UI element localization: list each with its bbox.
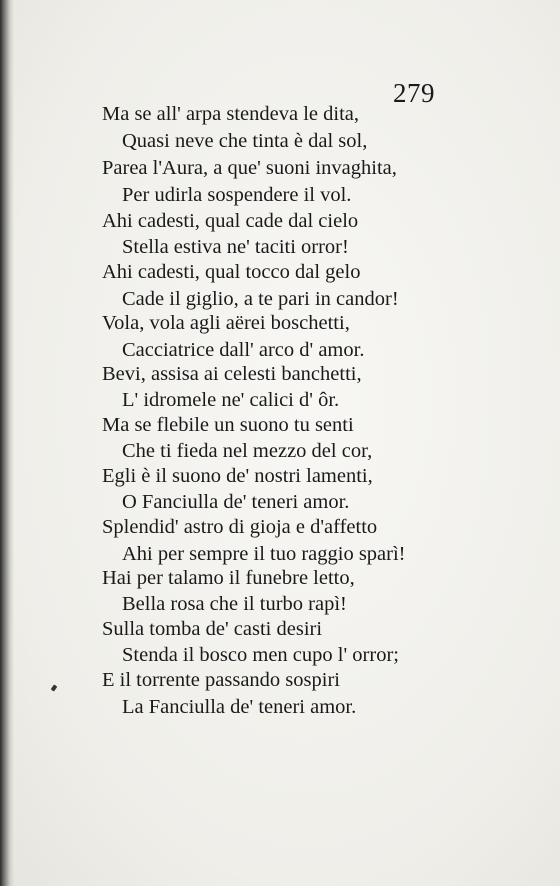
poem-line: Sulla tomba de' casti desiri [102, 618, 323, 640]
poem-line: Egli è il suono de' nostri lamenti, [102, 465, 373, 487]
poem-line: Cacciatrice dall' arco d' amor. [122, 339, 365, 361]
poem-line: Hai per talamo il funebre letto, [102, 567, 355, 589]
poem-line: Ahi per sempre il tuo raggio sparì! [122, 543, 406, 565]
poem-line: L' idromele ne' calici d' ôr. [122, 389, 340, 411]
poem-line: E il torrente passando sospiri [102, 669, 340, 691]
poem-line: Che ti fieda nel mezzo del cor, [122, 440, 373, 462]
poem-line: Ahi cadesti, qual cade dal cielo [102, 210, 359, 232]
poem-line: Parea l'Aura, a que' suoni invaghita, [102, 157, 397, 179]
poem-line: Splendid' astro di gioja e d'affetto [102, 516, 378, 538]
poem-line: O Fanciulla de' teneri amor. [122, 491, 350, 513]
poem-line: Ma se flebile un suono tu senti [102, 414, 354, 436]
poem-line: Vola, vola agli aërei boschetti, [102, 312, 350, 334]
poem-line: Stenda il bosco men cupo l' orror; [122, 644, 399, 666]
poem-line: Ma se all' arpa stendeva le dita, [102, 103, 359, 125]
poem-line: Stella estiva ne' taciti orror! [122, 236, 349, 258]
page-number: 279 [393, 78, 435, 108]
poem-line: Bevi, assisa ai celesti banchetti, [102, 363, 362, 385]
poem-line: Quasi neve che tinta è dal sol, [122, 130, 368, 152]
poem-line: Bella rosa che il turbo rapì! [122, 593, 347, 615]
poem-line: Ahi cadesti, qual tocco dal gelo [102, 261, 361, 283]
poem-line: Per udirla sospendere il vol. [122, 184, 352, 206]
poem-line: Cade il giglio, a te pari in candor! [122, 288, 399, 310]
poem-line: La Fanciulla de' teneri amor. [122, 696, 357, 718]
